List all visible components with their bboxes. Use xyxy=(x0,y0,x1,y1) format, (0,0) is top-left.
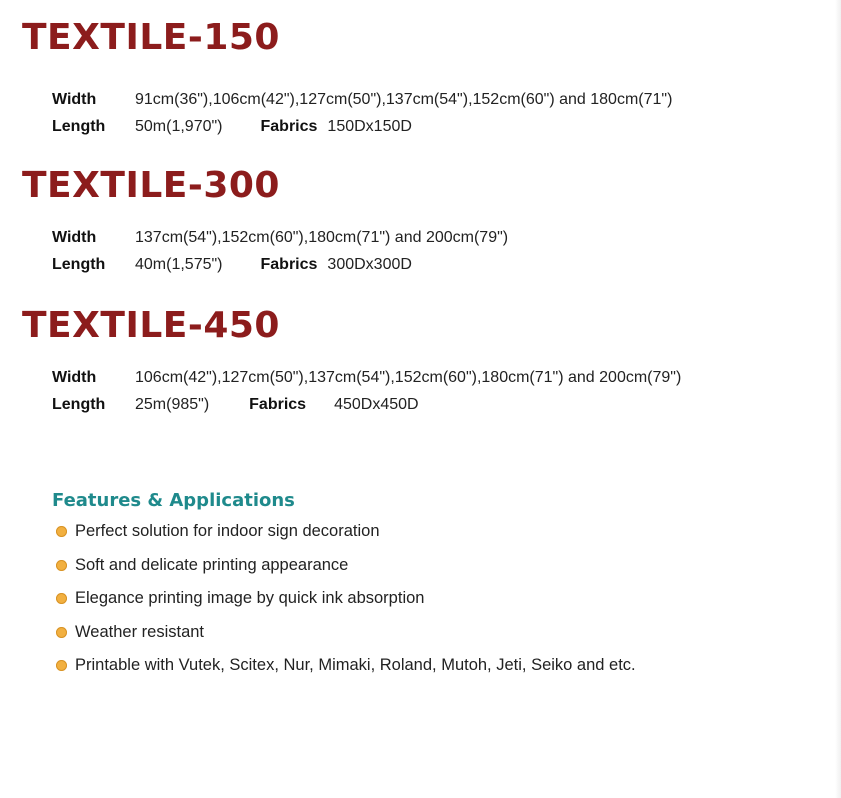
feature-item xyxy=(52,655,636,675)
feature-item xyxy=(52,588,636,608)
bullet-dot-icon xyxy=(56,660,67,671)
width-value: 106cm(42"),127cm(50"),137cm(54"),152cm(60"),180cm(71") and 200cm(79") xyxy=(135,369,682,386)
width-value: 91cm(36"),106cm(42"),127cm(50"),137cm(54"),152cm(60") and 180cm(71") xyxy=(135,91,673,108)
product-title-block-450 xyxy=(22,306,280,346)
bullet-dot-icon xyxy=(56,526,67,537)
spec-length-row xyxy=(52,117,412,137)
feature-item xyxy=(52,521,636,541)
spec-length-row xyxy=(52,395,419,415)
fabrics-label: Fabrics xyxy=(260,118,318,135)
features-section xyxy=(52,489,636,689)
fabrics-value: 150Dx150D xyxy=(327,118,412,135)
length-value: 25m(985") xyxy=(135,396,210,413)
bullet-dot-icon xyxy=(56,560,67,571)
product-title-block-150 xyxy=(22,18,280,58)
length-value: 40m(1,575") xyxy=(135,256,223,273)
bullet-dot-icon xyxy=(56,627,67,638)
feature-text: Printable with Vutek, Scitex, Nur, Mimaki, Roland, Mutoh, Jeti, Seiko and etc. xyxy=(75,656,636,674)
spec-width-row xyxy=(52,368,681,388)
fabrics-label: Fabrics xyxy=(249,396,307,413)
length-label: Length xyxy=(52,118,106,135)
fabrics-label: Fabrics xyxy=(260,256,318,273)
feature-item xyxy=(52,555,636,575)
product-title: TEXTILE-150 xyxy=(22,17,280,58)
width-label: Width xyxy=(52,369,97,386)
features-list xyxy=(52,521,636,675)
fabrics-value: 450Dx450D xyxy=(334,396,419,413)
spec-length-row xyxy=(52,255,412,275)
length-value: 50m(1,970") xyxy=(135,118,223,135)
feature-text: Weather resistant xyxy=(75,622,205,641)
length-label: Length xyxy=(52,256,106,273)
features-heading: Features & Applications xyxy=(52,490,295,511)
feature-text: Perfect solution for indoor sign decoration xyxy=(75,522,380,540)
fabrics-value: 300Dx300D xyxy=(327,256,412,273)
width-label: Width xyxy=(52,229,97,246)
width-label: Width xyxy=(52,91,97,108)
width-value: 137cm(54"),152cm(60"),180cm(71") and 200cm(79") xyxy=(135,229,509,246)
feature-text: Soft and delicate printing appearance xyxy=(75,555,349,574)
length-label: Length xyxy=(52,396,106,413)
product-title: TEXTILE-300 xyxy=(22,165,280,206)
feature-text: Elegance printing image by quick ink absorption xyxy=(75,589,425,607)
bullet-dot-icon xyxy=(56,593,67,604)
product-title-block-300 xyxy=(22,166,280,206)
spec-width-row xyxy=(52,90,672,110)
spec-width-row xyxy=(52,228,508,248)
feature-item xyxy=(52,622,636,642)
product-title: TEXTILE-450 xyxy=(22,305,280,346)
page-edge-shadow xyxy=(835,0,841,798)
